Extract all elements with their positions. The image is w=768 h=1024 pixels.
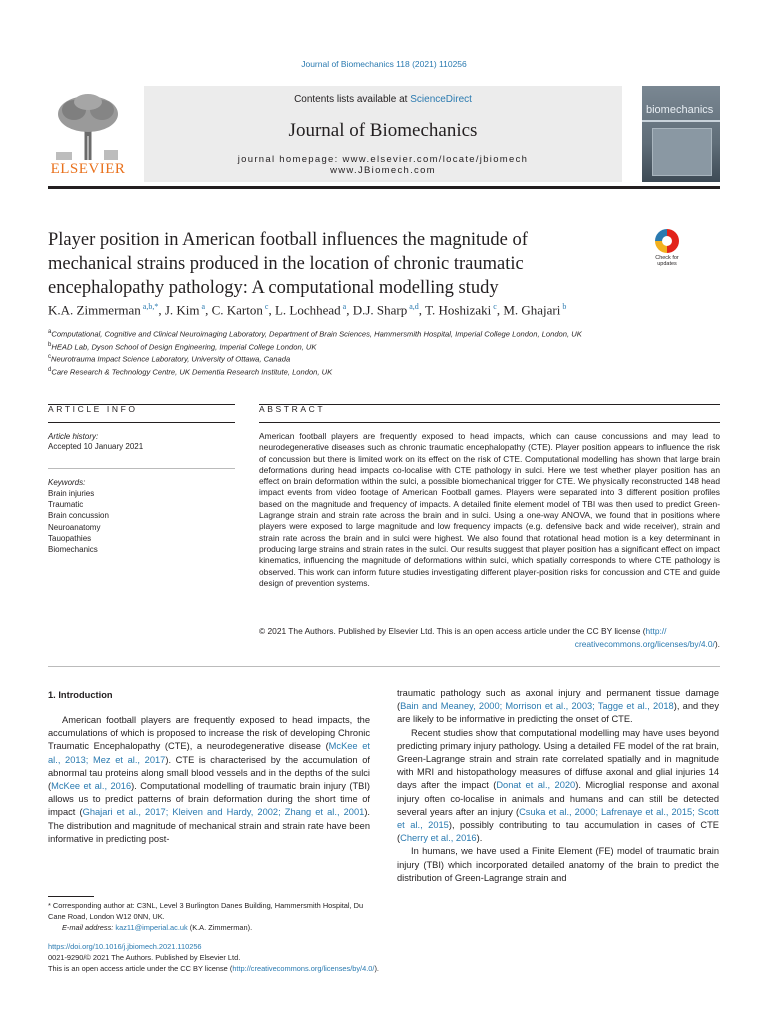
- cover-image: [652, 128, 712, 176]
- keyword-list: [48, 488, 109, 555]
- affiliation-marker: c: [48, 354, 51, 361]
- body-text: ). Microglial response and axonal injury often co-localise in animals and humans and can still be detected several years after an injury (: [397, 780, 719, 817]
- contents-line: [144, 94, 622, 105]
- body-column-right: [397, 687, 719, 885]
- author-name[interactable]: K.A. Zimmerman: [48, 302, 141, 318]
- copyright-text: © 2021 The Authors. Published by Elsevier Ltd. This is an open access article under the CC BY license (: [259, 626, 646, 636]
- body-text: ).: [476, 833, 483, 844]
- elsevier-tree-icon: [48, 92, 128, 162]
- keyword-item: Brain concussion: [48, 511, 109, 521]
- author-affiliation-marker[interactable]: a,d: [407, 302, 419, 311]
- citation-link[interactable]: Cherry et al., 2016: [400, 833, 477, 844]
- affiliation-marker: d: [48, 366, 52, 373]
- abstract-rule-bottom: [259, 422, 720, 423]
- author-list: K.A. Zimmerman $^{a,b,*}$, J. Kim $^a$, C. Karton $^c$, L. Lochhead $^a$, D.J. Sharp $^{a,d}$, T. Hoshizaki $^c$, M. Ghajari $^b$: [48, 302, 567, 318]
- affiliation-item: [48, 327, 720, 340]
- article-title: Player position in American football influences the magnitude of mechanical strains produced in the location of chronic traumatic encephalopathy pathology: A computational modelling study: [48, 230, 528, 298]
- body-column-left: [48, 714, 370, 846]
- journal-title: Journal of Biomechanics: [288, 120, 478, 141]
- copyright-line-2: [259, 639, 720, 649]
- keyword-item: Traumatic: [48, 500, 84, 510]
- body-text: ). CTE is characterised by the accumulation of abnormal tau proteins along small blood vessels and in the depths of the sulci (: [48, 754, 370, 792]
- body-text: ). The distribution and magnitude of mechanical strain and strain rate have been informative in predicting post-: [48, 807, 371, 844]
- affiliation-list: [48, 327, 720, 377]
- author-name[interactable]: M. Ghajari: [503, 302, 561, 318]
- article-info-rule-bottom: [48, 422, 235, 423]
- author-affiliation-marker[interactable]: a,b,*: [140, 302, 159, 311]
- intro-paragraph-2: [397, 727, 719, 846]
- contents-prefix: Contents lists available at: [294, 94, 411, 105]
- citation-link[interactable]: Bain and Meaney, 2000; Morrison et al., 2003; Tagge et al., 2018: [400, 701, 674, 712]
- license-link-part1[interactable]: http://: [645, 626, 667, 636]
- keyword-item: Brain injuries: [48, 489, 95, 498]
- citation-link[interactable]: Ghajari et al., 2017; Kleiven and Hardy, 2002; Zhang et al., 2001: [82, 807, 365, 818]
- homepage-line: [144, 154, 622, 176]
- crossmark-label: Check for updates: [655, 255, 679, 267]
- citation-link[interactable]: Donat et al., 2020: [496, 780, 576, 791]
- email-label: E-mail address:: [62, 923, 116, 932]
- author-name[interactable]: T. Hoshizaki: [425, 302, 492, 318]
- affiliation-text: Computational, Cognitive and Clinical Neuroimaging Laboratory, Department of Brain Sciences, Hammersmith Hospital, Imperial College London, London, UK: [51, 329, 582, 339]
- body-text: traumatic pathology such as axonal injury and permanent tissue damage (: [397, 688, 719, 712]
- crossmark-button[interactable]: [648, 229, 686, 269]
- journal-cover-thumbnail[interactable]: [642, 86, 720, 182]
- history-label: Article history:: [48, 432, 99, 441]
- article-info-heading: ARTICLE INFO: [48, 404, 138, 414]
- citation-link[interactable]: Csuka et al., 2000; Lafrenaye et al., 2015; Scott et al., 2015: [397, 806, 719, 831]
- license-url-link[interactable]: http://creativecommons.org/licenses/by/4.0/: [232, 964, 375, 973]
- intro-paragraph-1: [48, 714, 370, 846]
- citation-link[interactable]: McKee et al., 2016: [51, 781, 132, 792]
- sciencedirect-link[interactable]: ScienceDirect: [410, 94, 472, 105]
- section-heading-introduction: 1. Introduction: [48, 690, 113, 700]
- body-text: ), possibly contributing to tau accumulation in cases of CTE (: [397, 820, 719, 844]
- doi-link[interactable]: https://doi.org/10.1016/j.jbiomech.2021.110256: [48, 942, 202, 951]
- journal-info-panel: [144, 86, 622, 182]
- author-name[interactable]: L. Lochhead: [274, 302, 341, 318]
- body-text: Recent studies show that computational modelling may have uses beyond predicting primary injury pathology. Using a detailed FE model of the rat brain, Green-Lagrange strain and strain rate correlated spatially and in magnitude with MRI and histopathology measures of diffuse axonal and glial injuries 14 days after the impact (: [397, 727, 719, 791]
- cover-stripe: [642, 120, 720, 122]
- homepage-url-2[interactable]: www.JBiomech.com: [330, 165, 436, 176]
- abstract-text: American football players are frequently exposed to head impacts, which can cause concussions and may lead to neurodegenerative diseases such as chronic traumatic encephalopathy (CTE). Player position appears to influence the risk of concussion but there is limited work on its effect on the risk of CTE. Computational modelling has shown that large brain deformations during head impacts co-localise with CTE pathology in sulci. Here we test whether player position has an effect on brain deformation within the sulci, a possible biomechanical trigger for CTE. We physically reconstructed 148 head impact events from video footage of American Football games. Players were separated into 3 different position profiles based on the magnitude and frequency of impacts. A detailed finite element model of TBI was then used to predict Green-Lagrange strain and strain rate across the brain and in sulci. Using a one-way ANOVA, we found that in positions where players were exposed to large magnitude and low frequency impacts (e.g. defensive back and wide receiver), strain and strain rate across the brain and in sulci were highest. We also found that rotational head motion is a key determinant in producing large strains and strain rates in the sulci. Our results suggest that player position has a significant effect on impact kinematics, influencing the magnitude of deformations within sulci, which spatially corresponds to where CTE pathology is observed. This work can inform future studies investigating different player-position risks for concussion and CTE and guide design of prevention systems.: [259, 431, 720, 588]
- crossmark-icon: [655, 229, 679, 253]
- keyword-item: Tauopathies: [48, 533, 92, 543]
- affiliation-marker: a: [48, 329, 52, 335]
- abstract-heading: ABSTRACT: [259, 404, 326, 414]
- author-affiliation-marker[interactable]: c: [262, 302, 269, 311]
- license-suffix: ).: [374, 964, 379, 973]
- author-email-link[interactable]: kaz11@imperial.ac.uk: [115, 923, 188, 932]
- email-suffix: (K.A. Zimmerman).: [187, 923, 253, 932]
- affiliation-item: [48, 365, 720, 378]
- history-value: Accepted 10 January 2021: [48, 442, 144, 451]
- author-affiliation-marker[interactable]: b: [560, 302, 567, 311]
- license-line: [48, 963, 720, 974]
- footnote-corresponding: * Corresponding author at: C3NL, Level 3 Burlington Danes Building, Hammersmith Hospital, Du Cane Road, London W12 0NN, UK.: [48, 901, 364, 921]
- keywords-label: Keywords:: [48, 478, 86, 487]
- affiliation-text: HEAD Lab, Dyson School of Design Engineering, Imperial College London, UK: [51, 342, 317, 352]
- body-text: In humans, we have used a Finite Element (FE) model of traumatic brain injury (TBI) which incorporated detailed anatomy of the brain to predict the distribution of Green-Lagrange strain and: [397, 846, 719, 883]
- issn-line: 0021-9290/© 2021 The Authors. Published by Elsevier Ltd.: [48, 953, 241, 962]
- author-name[interactable]: J. Kim: [164, 302, 200, 318]
- author-affiliation-marker[interactable]: a: [199, 302, 206, 311]
- cover-title: biomechanics: [646, 104, 714, 116]
- abstract-end-rule: [48, 666, 720, 667]
- homepage-prefix: journal homepage:: [237, 154, 343, 165]
- affiliation-marker: b: [48, 341, 52, 348]
- keyword-item: Biomechanics: [48, 545, 98, 555]
- intro-paragraph-3: [397, 845, 719, 885]
- license-prefix: This is an open access article under the CC BY license (: [48, 964, 233, 973]
- author-name[interactable]: C. Karton: [211, 302, 263, 318]
- affiliation-item: [48, 352, 720, 365]
- corresponding-author-footnote: [48, 896, 370, 933]
- affiliation-text: Neurotrauma Impact Science Laboratory, University of Ottawa, Canada: [51, 354, 291, 364]
- body-text: American football players are frequently exposed to head impacts, the accumulations of which is proposed to increase the risk of developing Chronic Traumatic Encephalopathy (CTE), a neurodegenerative disease (: [48, 715, 370, 752]
- author-affiliation-marker[interactable]: c: [491, 302, 497, 311]
- bottom-publication-info: [48, 941, 720, 974]
- license-link-part2[interactable]: creativecommons.org/licenses/by/4.0/: [574, 639, 715, 649]
- body-text: ), and they are likely to be informative in predicting the onset of CTE.: [397, 701, 719, 725]
- elsevier-wordmark: ELSEVIER: [50, 161, 126, 177]
- running-head[interactable]: Journal of Biomechanics 118 (2021) 110256: [301, 59, 467, 69]
- masthead: [48, 86, 720, 182]
- footnote-email-line: [48, 922, 370, 933]
- affiliation-item: [48, 340, 720, 353]
- history-divider: [48, 468, 235, 469]
- masthead-rule: [48, 186, 720, 189]
- copyright-end: ).: [714, 639, 720, 649]
- keyword-item: Neuroanatomy: [48, 522, 101, 532]
- copyright-line: [259, 626, 720, 637]
- abstract-rule: [259, 404, 720, 405]
- intro-paragraph-continued: [397, 687, 719, 727]
- author-name[interactable]: D.J. Sharp: [352, 302, 408, 318]
- affiliation-text: Care Research & Technology Centre, UK Dementia Research Institute, London, UK: [51, 367, 333, 377]
- footnote-rule: [48, 896, 94, 897]
- author-affiliation-marker[interactable]: a: [340, 302, 347, 311]
- body-text: ). Computational modelling of traumatic brain injury (TBI) allows us to predict patterns of brain deformation during the short time of impact (: [48, 781, 371, 818]
- elsevier-logo[interactable]: [48, 92, 128, 178]
- citation-link[interactable]: McKee et al., 2013; Mez et al., 2017: [48, 741, 370, 765]
- homepage-url-1[interactable]: www.elsevier.com/locate/jbiomech: [342, 154, 529, 165]
